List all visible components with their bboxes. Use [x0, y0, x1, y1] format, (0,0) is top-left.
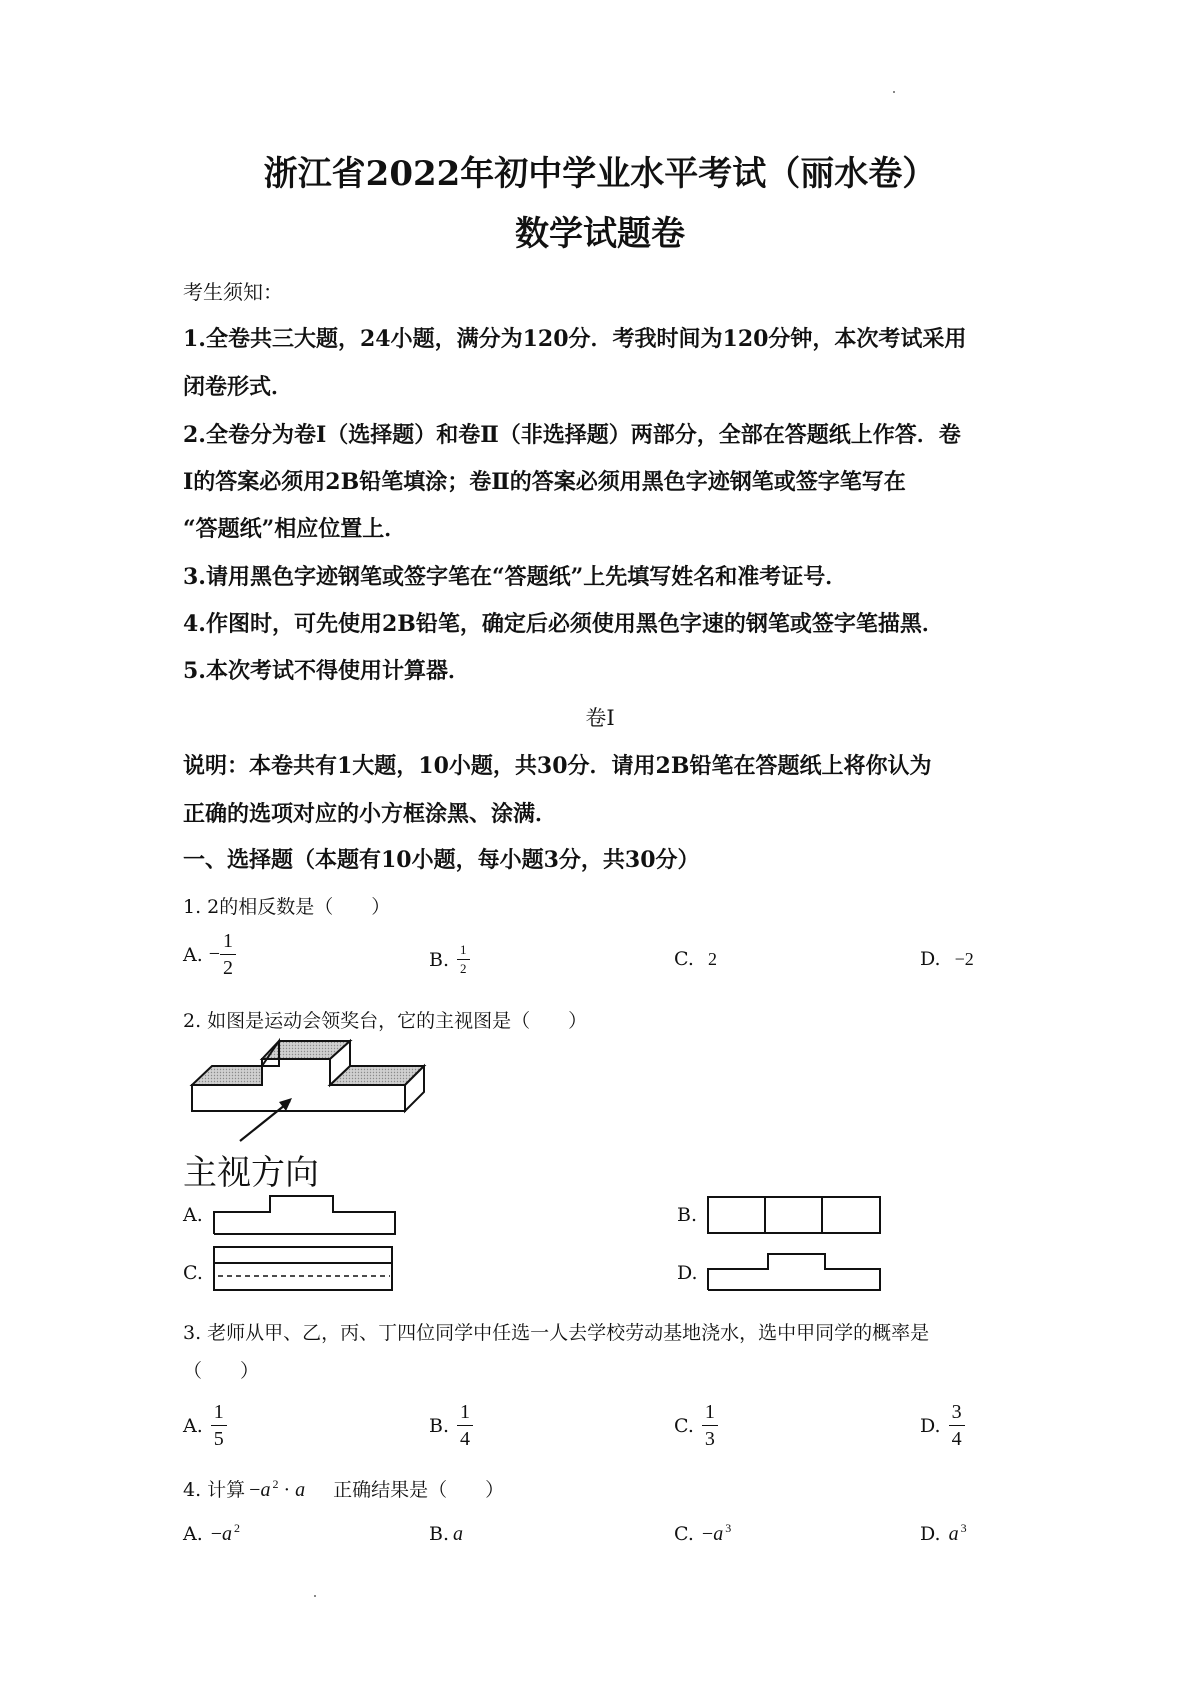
q4-expr-dot: ·	[283, 1479, 291, 1501]
q3-a-num: 1	[211, 1401, 227, 1426]
q1-stem: 1. 2的相反数是（ ）	[183, 896, 391, 918]
q3-d-fraction	[949, 1401, 965, 1450]
q4-a-base: a	[222, 1523, 233, 1545]
notice-item-1: 1.全卷共三大题，24小题，满分为120分．考我时间为120分钟，本次考试采用	[183, 326, 967, 352]
q3-c-label: C.	[674, 1414, 694, 1437]
q3-option-a	[183, 1401, 227, 1450]
q3-d-num: 3	[949, 1401, 965, 1426]
q1-a-num: 1	[220, 930, 236, 955]
q4-d-base: a	[948, 1523, 959, 1545]
q3-c-fraction	[702, 1401, 718, 1450]
q4-stem	[183, 1475, 504, 1502]
q1-a-sign: −	[208, 943, 221, 965]
q3-c-den: 3	[704, 1428, 715, 1450]
q3-option-c	[674, 1401, 718, 1450]
notice-item-3: 3.请用黑色字迹钢笔或签字笔在“答题纸”上先填写姓名和准考证号．	[183, 564, 848, 590]
q4-c-sign: −	[701, 1523, 714, 1545]
podium-top-left	[192, 1066, 262, 1085]
q1-a-den: 2	[223, 957, 234, 979]
q2-option-d-figure	[708, 1254, 880, 1290]
q4-c-exp: 3	[725, 1521, 732, 1535]
q4-stem-prefix: 4. 计算	[183, 1479, 246, 1501]
q4-b-var: a	[453, 1523, 464, 1545]
q3-a-fraction	[211, 1401, 227, 1450]
q4-a-exp: 2	[234, 1521, 241, 1535]
q4-option-c	[674, 1523, 731, 1546]
q1-b-num: 1	[457, 943, 470, 960]
q1-a-label: A.	[183, 943, 203, 966]
q1-d-label: D.	[920, 948, 941, 970]
q3-b-label: B.	[429, 1414, 450, 1437]
exam-subtitle: 数学试题卷	[515, 214, 685, 254]
q4-d-label: D.	[920, 1523, 941, 1545]
q4-expr-sign: −	[249, 1479, 261, 1501]
q3-d-den: 4	[951, 1428, 962, 1450]
q3-a-den: 5	[213, 1428, 224, 1450]
q3-stem-1: 3. 老师从甲、乙，丙、丁四位同学中任选一人去学校劳动基地浇水，选中甲同学的概率是	[183, 1322, 930, 1344]
notice-item-2-cont: Ⅰ的答案必须用2B铅笔填涂；卷Ⅱ的答案必须用黑色字迹钢笔或签字笔写在	[183, 469, 906, 495]
scan-speck-bottom	[314, 1595, 316, 1597]
q3-c-num: 1	[702, 1401, 718, 1426]
q2-stem: 2. 如图是运动会领奖台，它的主视图是（ ）	[183, 1010, 588, 1032]
exam-title: 浙江省2022年初中学业水平考试（丽水卷）	[263, 154, 937, 194]
view-direction-caption: 主视方向	[183, 1153, 319, 1193]
q2-c-label: C.	[183, 1262, 203, 1284]
q3-option-b	[429, 1401, 473, 1450]
q1-c-value: 2	[707, 949, 717, 969]
q3-d-label: D.	[920, 1414, 941, 1437]
q3-stem-2: （ ）	[183, 1360, 260, 1382]
notice-item-1-cont: 闭卷形式．	[183, 374, 294, 400]
notice-item-2: 2.全卷分为卷Ⅰ（选择题）和卷Ⅱ（非选择题）两部分，全部在答题纸上作答．卷	[183, 422, 961, 448]
q2-option-a-figure	[214, 1196, 395, 1234]
notice-item-2-cont2: “答题纸”相应位置上．	[183, 516, 407, 542]
q4-option-a	[183, 1523, 240, 1546]
q1-b-label: B.	[429, 948, 450, 971]
q4-option-b	[429, 1523, 463, 1546]
q4-expr-exp: 2	[272, 1477, 279, 1491]
q1-d-value: −2	[954, 949, 974, 969]
q4-a-sign: −	[210, 1523, 223, 1545]
q4-expr-var: a	[295, 1479, 306, 1501]
q2-d-label: D.	[677, 1262, 698, 1284]
q4-d-exp: 3	[960, 1521, 967, 1535]
q4-c-label: C.	[674, 1523, 694, 1545]
q4-a-label: A.	[183, 1523, 203, 1545]
volume-heading: 卷Ⅰ	[585, 706, 615, 730]
notice-heading: 考生须知：	[183, 280, 283, 304]
volume-desc-1: 说明：本卷共有1大题，10小题，共30分．请用2B铅笔在答题纸上将你认为	[183, 753, 932, 779]
section-heading: 一、选择题（本题有10小题，每小题3分，共30分）	[183, 847, 700, 873]
q4-expr-base: a	[260, 1479, 271, 1501]
q4-option-d	[920, 1523, 967, 1546]
notice-item-4: 4.作图时，可先使用2B铅笔，确定后必须使用黑色字速的钢笔或签字笔描黑．	[183, 611, 944, 637]
q3-option-d	[920, 1401, 965, 1450]
q1-b-den: 2	[460, 961, 467, 977]
q2-option-c-figure	[214, 1247, 392, 1290]
q4-c-base: a	[713, 1523, 724, 1545]
q3-b-fraction	[457, 1401, 473, 1450]
q3-b-num: 1	[457, 1401, 473, 1426]
notice-item-5: 5.本次考试不得使用计算器．	[183, 658, 470, 684]
q3-a-label: A.	[183, 1414, 203, 1437]
q2-a-label: A.	[183, 1204, 203, 1226]
q1-c-label: C.	[674, 948, 694, 970]
q2-option-b-figure	[708, 1197, 880, 1233]
q2-b-label: B.	[677, 1204, 698, 1226]
volume-desc-2: 正确的选项对应的小方框涂黑、涂满．	[183, 801, 558, 827]
q3-b-den: 4	[460, 1428, 471, 1450]
q4-stem-suffix: 正确结果是（ ）	[333, 1479, 505, 1501]
q4-b-label: B.	[429, 1523, 450, 1545]
